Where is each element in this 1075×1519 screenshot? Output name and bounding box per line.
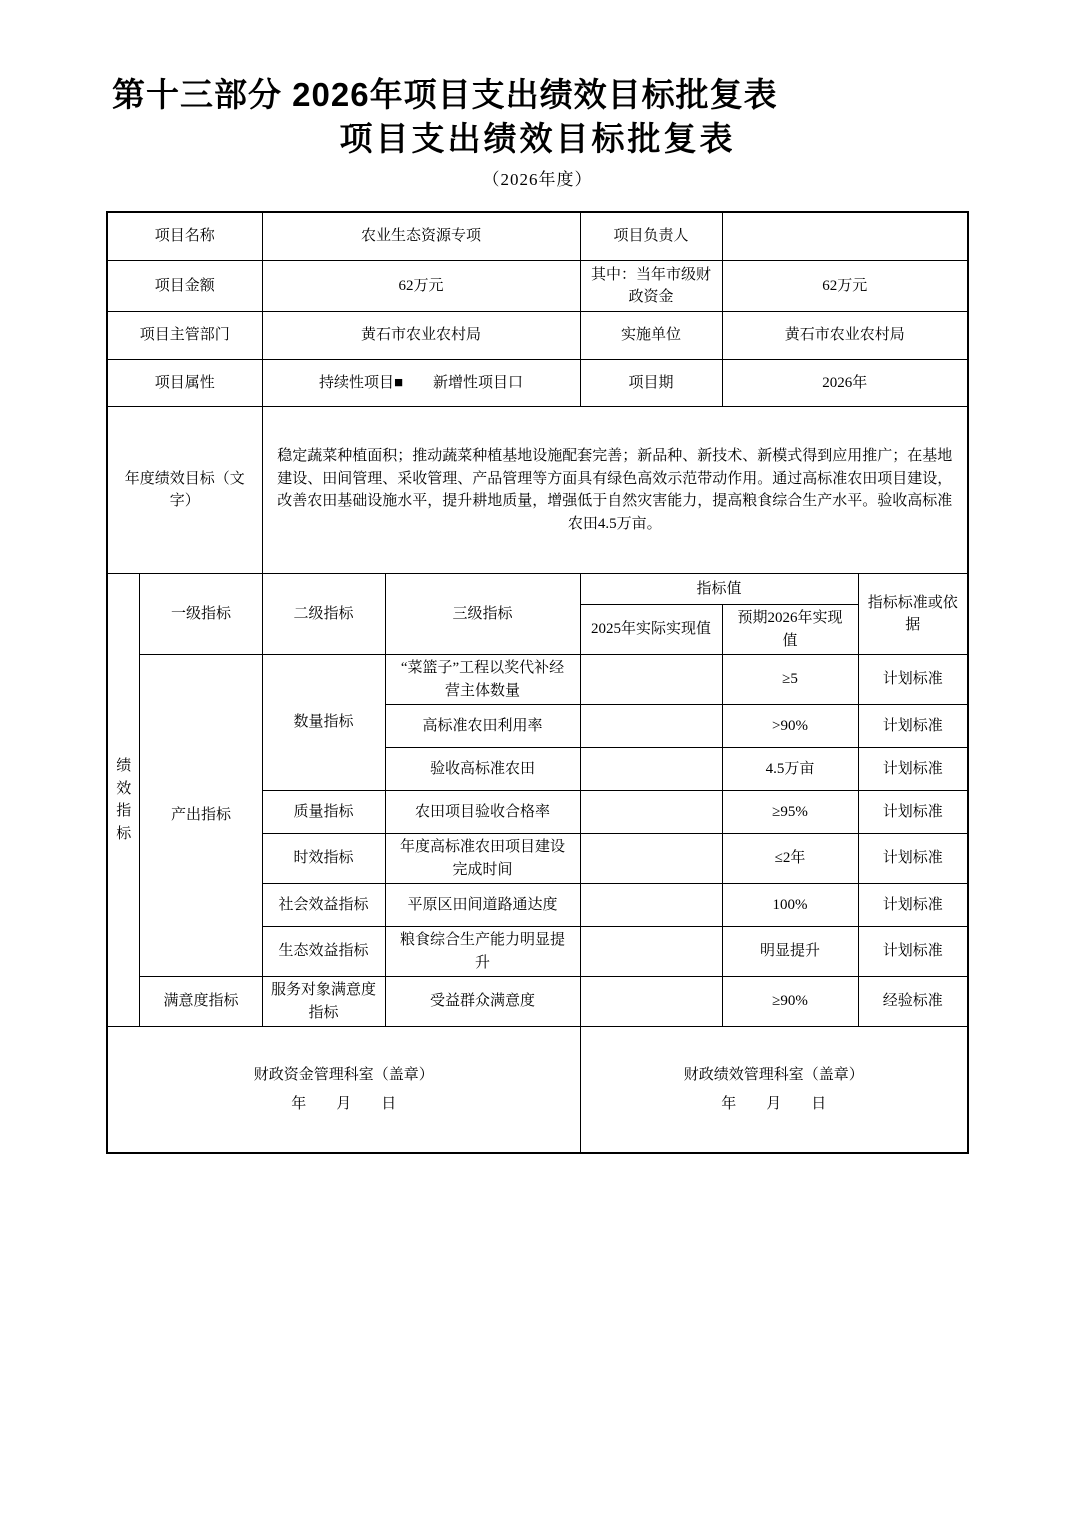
level3-cell: 验收高标准农田: [385, 748, 580, 791]
level2-header: 二级指标: [262, 574, 385, 655]
annual-goal-row: [107, 407, 968, 574]
level2-timeliness: 时效指标: [262, 834, 385, 884]
annual-goal-text: 稳定蔬菜种植面积；推动蔬菜种植基地设施配套完善；新品种、新技术、新模式得到应用推广；在基地建设、田间管理、采收管理、产品管理等方面具有绿色高效示范带动作用。通过高标准农田项目建设，改善农田基础设施水平，提升耕地质量，增强低于自然灾害能力，提高粮食综合生产水平。验收高标准农田4.5万亩。: [262, 407, 968, 574]
attribute-label: 项目属性: [107, 360, 262, 407]
city-fund-value: 62万元: [722, 261, 968, 312]
actual-2025-cell: [580, 834, 722, 884]
level3-cell: 年度高标准农田项目建设完成时间: [385, 834, 580, 884]
level3-cell: “菜篮子”工程以奖代补经营主体数量: [385, 655, 580, 705]
project-name-value: 农业生态资源专项: [262, 212, 580, 261]
level2-quantity: 数量指标: [262, 655, 385, 791]
indicator-row: [107, 977, 968, 1027]
level1-header: 一级指标: [140, 574, 262, 655]
actual-2025-cell: [580, 884, 722, 927]
indicator-row: [107, 655, 968, 705]
amount-label: 项目金额: [107, 261, 262, 312]
expected-2026-cell: ≥90%: [722, 977, 858, 1027]
table-title: 项目支出绩效目标批复表: [339, 121, 736, 158]
signature-row: [107, 1027, 968, 1154]
level1-satisfaction: 满意度指标: [140, 977, 262, 1027]
performance-management-sign-cell: [580, 1027, 968, 1154]
part-title: 第十三部分 2026年项目支出绩效目标批复表: [112, 76, 778, 113]
level2-social-benefit: 社会效益指标: [262, 884, 385, 927]
expected-2026-cell: ≥95%: [722, 791, 858, 834]
annual-goal-label: 年度绩效目标（文字）: [107, 407, 262, 574]
period-value: 2026年: [722, 360, 968, 407]
actual-2025-cell: [580, 655, 722, 705]
project-leader-value: [722, 212, 968, 261]
impl-unit-value: 黄石市农业农村局: [722, 312, 968, 360]
expected-2026-cell: ≤2年: [722, 834, 858, 884]
standard-cell: 计划标准: [858, 834, 968, 884]
expected-2026-cell: ≥5: [722, 655, 858, 705]
level3-header: 三级指标: [385, 574, 580, 655]
impl-unit-label: 实施单位: [580, 312, 722, 360]
level1-output: 产出指标: [140, 655, 262, 977]
level3-cell: 平原区田间道路通达度: [385, 884, 580, 927]
standard-cell: 计划标准: [858, 884, 968, 927]
performance-management-date: 年 月 日: [721, 1095, 827, 1112]
expected-2026-cell: >90%: [722, 705, 858, 748]
standard-cell: 经验标准: [858, 977, 968, 1027]
dept-row: [107, 312, 968, 360]
amount-value: 62万元: [262, 261, 580, 312]
value-group-header: 指标值: [580, 574, 858, 605]
standard-cell: 计划标准: [858, 655, 968, 705]
project-name-label: 项目名称: [107, 212, 262, 261]
standard-cell: 计划标准: [858, 927, 968, 977]
performance-management-title: 财政绩效管理科室（盖章）: [683, 1067, 864, 1084]
project-leader-label: 项目负责人: [580, 212, 722, 261]
actual-2025-cell: [580, 927, 722, 977]
expected-2026-cell: 4.5万亩: [722, 748, 858, 791]
fund-management-date: 年 月 日: [291, 1095, 397, 1112]
fund-management-sign-cell: [107, 1027, 580, 1154]
year-label: （2026年度）: [482, 170, 593, 190]
dept-value: 黄石市农业农村局: [262, 312, 580, 360]
actual-2025-cell: [580, 791, 722, 834]
level2-service-satisfaction: 服务对象满意度指标: [262, 977, 385, 1027]
level3-cell: 受益群众满意度: [385, 977, 580, 1027]
level3-cell: 农田项目验收合格率: [385, 791, 580, 834]
actual-2025-cell: [580, 977, 722, 1027]
project-amount-row: [107, 261, 968, 312]
level2-quality: 质量指标: [262, 791, 385, 834]
standard-header: 指标标准或依据: [858, 574, 968, 655]
standard-cell: 计划标准: [858, 791, 968, 834]
expected-2026-header: 预期2026年实现值: [722, 605, 858, 655]
indicator-header-row: [107, 574, 968, 605]
dept-label: 项目主管部门: [107, 312, 262, 360]
period-label: 项目期: [580, 360, 722, 407]
level3-cell: 高标准农田利用率: [385, 705, 580, 748]
level3-cell: 粮食综合生产能力明显提升: [385, 927, 580, 977]
actual-2025-header: 2025年实际实现值: [580, 605, 722, 655]
attribute-value: 持续性项目■ 新增性项目口: [262, 360, 580, 407]
standard-cell: 计划标准: [858, 748, 968, 791]
level2-eco-benefit: 生态效益指标: [262, 927, 385, 977]
city-fund-label: 其中：当年市级财政资金: [580, 261, 722, 312]
standard-cell: 计划标准: [858, 705, 968, 748]
attribute-row: [107, 360, 968, 407]
performance-indicator-section-label: 绩效指标: [107, 574, 140, 1027]
expected-2026-cell: 明显提升: [722, 927, 858, 977]
fund-management-title: 财政资金管理科室（盖章）: [253, 1067, 434, 1084]
project-name-row: [107, 212, 968, 261]
expected-2026-cell: 100%: [722, 884, 858, 927]
performance-target-table: [106, 211, 969, 1154]
actual-2025-cell: [580, 705, 722, 748]
actual-2025-cell: [580, 748, 722, 791]
